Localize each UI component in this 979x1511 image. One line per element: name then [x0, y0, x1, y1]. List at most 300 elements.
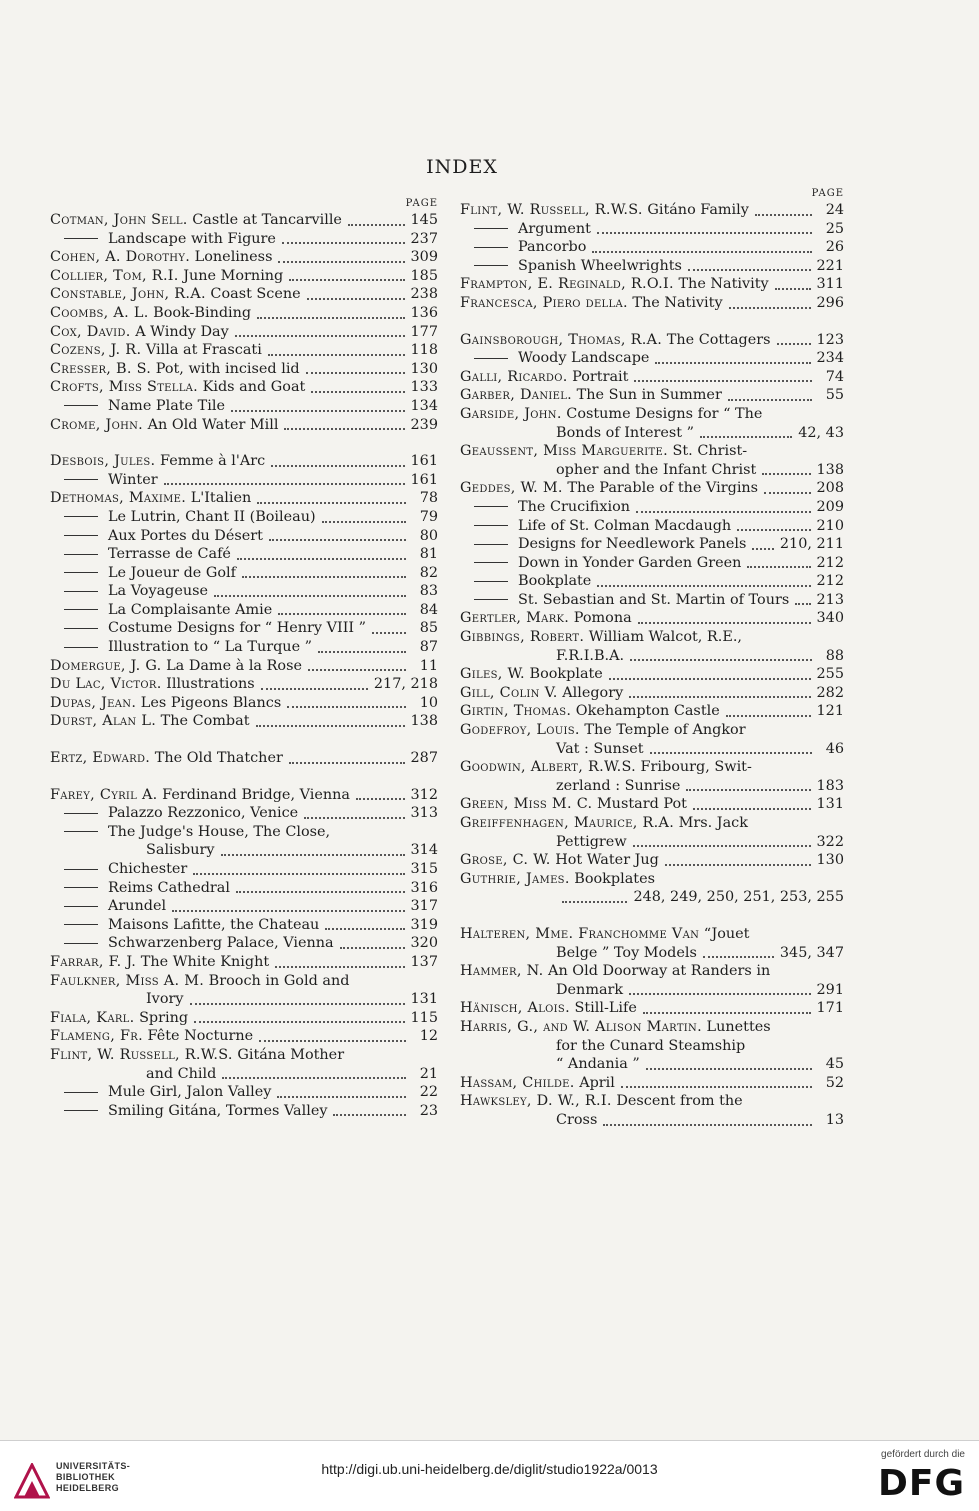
dot-leader	[646, 1068, 812, 1070]
index-entry	[460, 833, 844, 852]
artist-name: Domergue, J. G.	[50, 657, 162, 674]
dot-leader	[284, 428, 404, 430]
ditto-dash	[64, 924, 98, 925]
artwork-title: “Jouet	[699, 925, 750, 942]
page-number: 81	[419, 546, 438, 563]
artist-name: Goodwin, Albert, R.W.S.	[460, 759, 636, 776]
index-entry	[50, 452, 438, 471]
index-entry	[460, 1037, 844, 1056]
dot-leader	[194, 1021, 404, 1023]
dot-leader	[752, 548, 773, 550]
artwork-title: Kids and Goat	[198, 379, 306, 396]
page-number: 208	[816, 480, 844, 497]
page-number: 52	[825, 1074, 844, 1091]
entry-text	[460, 795, 687, 814]
artwork-title: The Nativity	[673, 276, 769, 293]
dot-leader	[289, 762, 405, 764]
page-number: 171	[816, 1000, 844, 1017]
page-number: 287	[410, 750, 438, 767]
page-number: 313	[410, 805, 438, 822]
artwork-title: for the Cunard Steamship	[556, 1037, 746, 1054]
dot-leader	[655, 362, 810, 364]
ditto-dash	[64, 813, 98, 814]
entry-text	[50, 1065, 216, 1084]
entry-text	[64, 1102, 327, 1121]
page-number: 115	[410, 1009, 438, 1026]
page-number: 185	[410, 267, 438, 284]
index-entry	[460, 944, 844, 963]
artist-name: Cohen, A. Dorothy.	[50, 249, 191, 266]
page-number: 131	[410, 991, 438, 1008]
index-entry	[50, 972, 438, 991]
dot-leader	[355, 984, 406, 986]
dot-leader	[776, 975, 812, 977]
dot-leader	[754, 827, 812, 829]
index-entry	[50, 638, 438, 657]
artwork-title: April	[574, 1074, 615, 1091]
page-number: 161	[410, 471, 438, 488]
artwork-title: L'Italien	[186, 490, 252, 507]
entry-text	[50, 1009, 188, 1028]
index-entry	[50, 564, 438, 583]
artwork-title: Cross	[556, 1111, 598, 1128]
artist-name: Giles, W.	[460, 666, 525, 683]
index-entry	[50, 823, 438, 842]
page-number: 88	[825, 647, 844, 664]
index-entry	[50, 786, 438, 805]
index-entry	[50, 285, 438, 304]
page-number: 237	[410, 230, 438, 247]
dot-leader	[629, 696, 810, 698]
index-column-left	[50, 197, 438, 1120]
artwork-title: Book-Binding	[148, 304, 252, 321]
entry-text	[64, 545, 231, 564]
entry-text	[64, 471, 158, 490]
artist-name: Flint, W. Russell, R.W.S.	[50, 1046, 233, 1063]
artwork-title: William Walcot, R.E.,	[584, 629, 742, 646]
dfg-logo: DFG	[877, 1463, 965, 1504]
entry-text	[64, 1083, 271, 1102]
dot-leader	[322, 521, 406, 523]
section-gap	[460, 907, 844, 925]
artwork-title: Designs for Needlework Panels	[518, 536, 747, 553]
dot-leader	[751, 1049, 812, 1051]
dot-leader	[603, 1124, 812, 1126]
dot-leader	[236, 891, 405, 893]
artwork-title: Name Plate Tile	[108, 397, 225, 414]
dot-leader	[748, 641, 812, 643]
entry-text	[64, 804, 298, 823]
entry-text	[64, 527, 263, 546]
ditto-dash	[474, 228, 508, 229]
section-gap	[460, 313, 844, 331]
permalink-url[interactable]: http://digi.ub.uni-heidelberg.de/diglit/studio1922a/0013	[321, 1461, 658, 1477]
entry-text	[460, 1111, 597, 1130]
entry-text	[64, 897, 166, 916]
entry-text	[460, 684, 623, 703]
artwork-title: Costume Designs for “ The	[561, 405, 763, 422]
dot-leader	[762, 473, 810, 475]
dot-leader	[693, 808, 811, 810]
page-number: 209	[816, 498, 844, 515]
index-entry	[50, 953, 438, 972]
index-entry	[50, 489, 438, 508]
artwork-title: Life of St. Colman Macdaugh	[518, 517, 732, 534]
entry-text	[474, 535, 746, 554]
artist-name: Green, Miss M. C.	[460, 796, 593, 813]
index-entry	[460, 1018, 844, 1037]
page-number: 315	[410, 861, 438, 877]
page-number: 45	[825, 1056, 844, 1073]
entry-text	[50, 712, 250, 731]
artwork-title: The Combat	[156, 713, 250, 730]
entry-text	[64, 397, 225, 416]
entry-text	[50, 972, 349, 991]
dot-leader	[235, 335, 405, 337]
artwork-title: and Child	[146, 1065, 217, 1082]
index-entry	[460, 238, 844, 257]
entry-text	[460, 702, 720, 721]
entry-text	[50, 323, 229, 342]
footer-bar	[0, 1440, 979, 1511]
artist-name: Hassam, Childe.	[460, 1074, 575, 1091]
dot-leader	[661, 882, 812, 884]
artist-name: Godefroy, Louis.	[460, 722, 580, 739]
index-entry	[50, 619, 438, 638]
page-number: 312	[410, 786, 438, 803]
dot-leader	[726, 715, 811, 717]
page-number: 319	[410, 916, 438, 933]
artist-name: Hammer, N.	[460, 963, 544, 980]
entry-text	[474, 572, 591, 591]
artwork-title: Fribourg, Swit-	[635, 759, 752, 776]
dot-leader	[190, 1003, 405, 1005]
ditto-dash	[474, 506, 508, 507]
artist-name: Cotman, John Sell.	[50, 212, 188, 228]
page-number: 123	[816, 331, 844, 348]
artist-name: Faulkner, Miss A. M.	[50, 972, 205, 989]
entry-text	[474, 517, 731, 536]
artwork-title: The Crucifixion	[518, 498, 631, 515]
dot-leader	[318, 651, 406, 653]
dot-leader	[775, 288, 811, 290]
entry-text	[50, 786, 350, 805]
artwork-title: Bookplates	[569, 870, 655, 887]
page-number: 177	[410, 323, 438, 340]
page-number: 296	[816, 294, 844, 311]
index-entry	[460, 201, 844, 220]
page-number: 138	[410, 713, 438, 730]
dot-leader	[629, 993, 810, 995]
page-number: 13	[825, 1111, 844, 1128]
entry-text	[474, 238, 586, 257]
dot-leader	[308, 669, 406, 671]
page-number: 136	[410, 304, 438, 321]
ditto-dash	[64, 647, 98, 648]
index-entry	[50, 508, 438, 527]
entry-text	[460, 758, 752, 777]
entry-text	[460, 294, 723, 313]
index-entry	[50, 749, 438, 768]
entry-text	[50, 416, 278, 435]
index-entry	[50, 267, 438, 286]
page-number: 213	[816, 591, 844, 608]
section-gap	[50, 768, 438, 786]
entry-text	[460, 1092, 743, 1111]
artwork-title: Denmark	[556, 981, 624, 998]
dot-leader	[256, 725, 405, 727]
dot-leader	[172, 910, 404, 912]
entry-text	[50, 304, 251, 323]
dot-leader	[356, 798, 405, 800]
entry-text	[50, 694, 281, 713]
index-entry	[50, 1083, 438, 1102]
entry-text	[460, 275, 769, 294]
page-number: 78	[419, 490, 438, 507]
artist-name: Ertz, Edward.	[50, 750, 151, 767]
artwork-title: Bonds of Interest ”	[556, 424, 694, 441]
page-number: 314	[410, 842, 438, 859]
entry-text	[64, 582, 208, 601]
artwork-title: Bookplate	[524, 666, 603, 683]
entry-text	[50, 360, 300, 379]
dot-leader	[777, 343, 811, 345]
page-column-header: PAGE	[405, 198, 438, 209]
artwork-title: Mule Girl, Jalon Valley	[108, 1084, 272, 1101]
artist-name: Collier, Tom, R.I.	[50, 267, 179, 284]
page-number: 118	[410, 342, 438, 359]
index-entry	[50, 879, 438, 898]
index-entry	[50, 582, 438, 601]
index-entry	[460, 777, 844, 796]
dot-leader	[259, 1040, 406, 1042]
dot-leader	[277, 1096, 406, 1098]
ditto-dash	[64, 405, 98, 406]
ditto-dash	[64, 906, 98, 907]
index-entry	[460, 424, 844, 443]
index-entry	[50, 841, 438, 860]
entry-text	[64, 638, 312, 657]
index-entry	[460, 275, 844, 294]
ditto-dash	[64, 1092, 98, 1093]
page-number: 248, 249, 250, 251, 253, 255	[633, 889, 844, 906]
artwork-title: The Parable of the Virgins	[562, 480, 759, 497]
entry-text	[460, 479, 758, 498]
entry-text	[64, 916, 319, 935]
page-number: 134	[410, 397, 438, 414]
index-entry	[50, 323, 438, 342]
entry-text	[460, 777, 680, 796]
artwork-title: Still-Life	[569, 1000, 637, 1017]
dot-leader	[287, 706, 406, 708]
page-number: 83	[419, 583, 438, 600]
dot-leader	[231, 410, 405, 412]
page-number: 26	[825, 239, 844, 256]
dot-leader	[193, 873, 404, 875]
dot-leader	[609, 678, 811, 680]
index-entry	[50, 990, 438, 1009]
index-entry	[50, 397, 438, 416]
entry-text	[64, 619, 366, 638]
artist-name: Durst, Alan L.	[50, 713, 157, 730]
artwork-title: The Sun in Summer	[572, 387, 722, 404]
artist-name: Cox, David.	[50, 323, 131, 340]
index-entry	[460, 702, 844, 721]
index-entry	[460, 981, 844, 1000]
index-entry	[50, 211, 438, 230]
index-entry	[460, 405, 844, 424]
ditto-dash	[64, 572, 98, 573]
artwork-title: Landscape with Figure	[108, 230, 276, 247]
entry-text	[460, 999, 637, 1018]
entry-text	[50, 452, 265, 471]
artwork-title: La Complaisante Amie	[108, 601, 273, 618]
artwork-title: Villa at Frascati	[141, 342, 262, 359]
ditto-dash	[474, 581, 508, 582]
page-number: 311	[816, 276, 844, 293]
index-entry	[50, 378, 438, 397]
page-number: 21	[419, 1065, 438, 1082]
page-number: 239	[410, 416, 438, 433]
artwork-title: Aux Portes du Désert	[108, 527, 263, 544]
index-entry	[50, 1046, 438, 1065]
artwork-title: Allegory	[557, 684, 624, 701]
artwork-title: La Voyageuse	[108, 583, 209, 600]
page-number: 138	[816, 461, 844, 478]
section-gap	[50, 731, 438, 749]
dot-leader	[350, 1059, 406, 1061]
entry-text	[460, 833, 627, 852]
entry-text	[460, 740, 644, 759]
index-entry	[460, 999, 844, 1018]
ditto-dash	[474, 562, 508, 563]
dot-leader	[747, 566, 810, 568]
page-number: 282	[816, 684, 844, 701]
page-number: 345, 347	[779, 944, 844, 961]
page-number: 55	[825, 387, 844, 404]
dot-leader	[164, 483, 405, 485]
dot-leader	[278, 261, 404, 263]
index-entry	[460, 294, 844, 313]
index-entry	[50, 712, 438, 731]
artist-name: Cozens, J. R.	[50, 342, 142, 359]
page-number: 121	[816, 703, 844, 720]
page-number: 46	[825, 740, 844, 757]
artist-name: Hawksley, D. W., R.I.	[460, 1093, 612, 1110]
index-entry	[50, 545, 438, 564]
index-entry	[460, 647, 844, 666]
dot-leader	[269, 539, 406, 541]
artwork-title: Bookplate	[518, 573, 592, 590]
page-number: 79	[419, 508, 438, 525]
artist-name: Farrar, F. J.	[50, 953, 137, 970]
artwork-title: Le Joueur de Golf	[108, 564, 236, 581]
dot-leader	[728, 399, 812, 401]
page-number: 22	[419, 1084, 438, 1101]
page-number: 217, 218	[373, 676, 438, 693]
index-entry	[460, 257, 844, 276]
index-entry	[50, 675, 438, 694]
artwork-title: The White Knight	[136, 953, 270, 970]
entry-text	[50, 749, 283, 768]
entry-text	[460, 665, 603, 684]
index-entry	[50, 934, 438, 953]
entry-text	[460, 814, 748, 833]
artwork-title: Mrs. Jack	[674, 815, 748, 831]
artwork-title: Portrait	[567, 368, 629, 385]
page-number: 340	[816, 610, 844, 627]
dot-leader	[753, 455, 812, 457]
page-number: 130	[410, 360, 438, 377]
artwork-title: Brooch in Gold and	[204, 972, 350, 989]
page-number: 221	[816, 257, 844, 274]
entry-text	[460, 628, 742, 647]
artwork-title: F.R.I.B.A.	[556, 647, 625, 664]
entry-text	[460, 368, 628, 387]
ditto-dash	[64, 609, 98, 610]
entry-text	[474, 554, 741, 573]
index-entry	[460, 1092, 844, 1111]
artist-name: Harris, G., and W. Alison Martin.	[460, 1018, 702, 1035]
artwork-title: Palazzo Rezzonico, Venice	[108, 805, 299, 822]
index-entry	[460, 517, 844, 536]
dot-leader	[306, 372, 405, 374]
index-entry	[50, 1065, 438, 1084]
artwork-title: The Temple of Angkor	[579, 722, 746, 739]
artwork-title: Castle at Tancarville	[187, 212, 342, 228]
artwork-title: Les Pigeons Blancs	[136, 694, 282, 711]
entry-text	[460, 424, 694, 443]
dot-leader	[777, 1031, 812, 1033]
page-number: 234	[816, 350, 844, 367]
dot-leader	[242, 576, 406, 578]
page-title: INDEX	[426, 156, 498, 178]
index-entry	[460, 888, 844, 907]
index-entry	[50, 804, 438, 823]
artwork-title: Hot Water Jug	[550, 852, 659, 869]
artwork-title: Illustrations	[161, 676, 255, 693]
index-entry	[50, 416, 438, 435]
artist-name: Crome, John.	[50, 416, 144, 433]
page-number: 24	[825, 202, 844, 218]
index-entry	[460, 591, 844, 610]
artist-name: Dupas, Jean.	[50, 694, 137, 711]
index-entry	[50, 1102, 438, 1121]
artist-name: Coombs, A. L.	[50, 304, 149, 321]
dot-leader	[633, 845, 811, 847]
artist-name: Greiffenhagen, Maurice, R.A.	[460, 815, 675, 831]
dot-leader	[597, 585, 810, 587]
artist-name: Girtin, Thomas.	[460, 703, 572, 720]
artwork-title: Descent from the	[611, 1093, 743, 1110]
artwork-title: Argument	[518, 220, 591, 237]
artist-name: Desbois, Jules.	[50, 453, 156, 470]
dot-leader	[348, 224, 405, 226]
dot-leader	[275, 966, 404, 968]
dot-leader	[336, 835, 406, 837]
ditto-dash	[64, 831, 98, 832]
index-entry	[50, 897, 438, 916]
entry-text	[460, 609, 632, 628]
artwork-title: Terrasse de Café	[108, 546, 231, 563]
dot-leader	[325, 928, 404, 930]
page-number: 210	[816, 517, 844, 534]
artwork-title: Belge ” Toy Models	[556, 944, 697, 961]
dot-leader	[261, 688, 368, 690]
ditto-dash	[64, 591, 98, 592]
entry-text	[474, 591, 789, 610]
index-entry	[460, 1111, 844, 1130]
